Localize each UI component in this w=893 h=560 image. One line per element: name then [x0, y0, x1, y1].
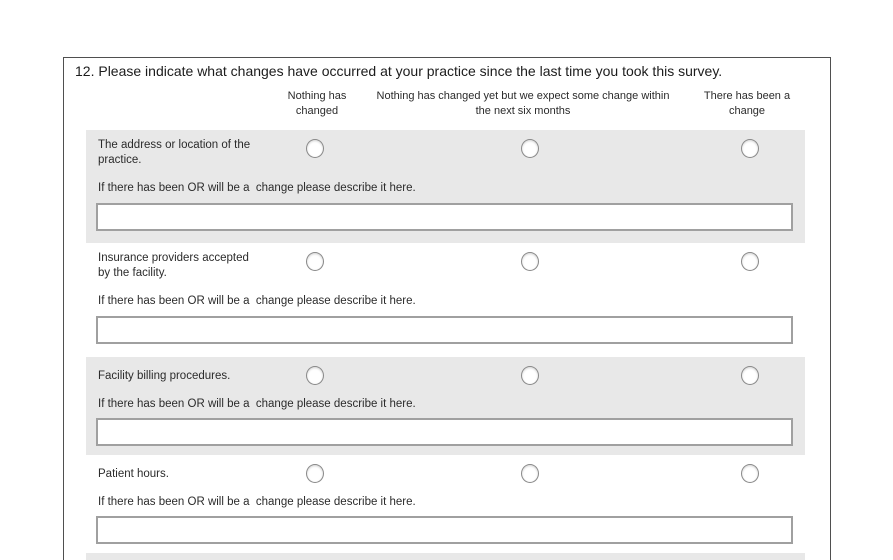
- describe-input[interactable]: [96, 316, 793, 344]
- row-label: [98, 369, 298, 384]
- matrix-row-patient-hours: [86, 455, 805, 553]
- describe-prompt: If there has been OR will be a change please describe it here.: [98, 295, 416, 307]
- radio-expect-change[interactable]: [521, 252, 539, 271]
- row-label: [98, 467, 298, 482]
- row-label-line: Facility billing procedures.: [98, 370, 231, 382]
- column-header-line: There has been a: [703, 90, 791, 102]
- describe-prompt: If there has been OR will be a change please describe it here.: [98, 496, 416, 508]
- row-label-line: The address or location of the: [98, 139, 251, 151]
- radio-expect-change[interactable]: [521, 366, 539, 385]
- describe-input[interactable]: [96, 203, 793, 231]
- row-label: [98, 138, 298, 168]
- matrix-row-billing: [86, 357, 805, 455]
- column-header-has-changed: [691, 89, 803, 119]
- matrix-row-partial: [86, 553, 805, 560]
- column-header-line: the next six months: [475, 105, 571, 117]
- column-header-line: Nothing has: [287, 90, 347, 102]
- radio-nothing-changed[interactable]: [306, 366, 324, 385]
- radio-has-changed[interactable]: [741, 139, 759, 158]
- row-label-line: Insurance providers accepted: [98, 252, 249, 264]
- row-label-line: by the facility.: [98, 267, 167, 279]
- column-header-expect-change: [358, 89, 688, 119]
- row-label-line: practice.: [98, 154, 142, 166]
- column-header-nothing-changed: [271, 89, 363, 119]
- radio-expect-change[interactable]: [521, 139, 539, 158]
- column-header-line: Nothing has changed yet but we expect some change within: [376, 90, 670, 102]
- describe-prompt: If there has been OR will be a change please describe it here.: [98, 398, 416, 410]
- column-header-line: change: [728, 105, 766, 117]
- question-title: 12. Please indicate what changes have occurred at your practice since the last time you took this survey.: [75, 63, 723, 79]
- describe-input[interactable]: [96, 418, 793, 446]
- column-header-line: changed: [295, 105, 339, 117]
- describe-prompt: If there has been OR will be a change please describe it here.: [98, 182, 416, 194]
- row-label-line: Patient hours.: [98, 468, 169, 480]
- radio-nothing-changed[interactable]: [306, 139, 324, 158]
- question-12-panel: [63, 57, 831, 560]
- radio-nothing-changed[interactable]: [306, 252, 324, 271]
- describe-input[interactable]: [96, 516, 793, 544]
- radio-has-changed[interactable]: [741, 366, 759, 385]
- matrix-row-address: [86, 130, 805, 243]
- matrix-row-insurance: [86, 243, 805, 357]
- row-label: [98, 251, 298, 281]
- radio-has-changed[interactable]: [741, 252, 759, 271]
- radio-expect-change[interactable]: [521, 464, 539, 483]
- radio-nothing-changed[interactable]: [306, 464, 324, 483]
- radio-has-changed[interactable]: [741, 464, 759, 483]
